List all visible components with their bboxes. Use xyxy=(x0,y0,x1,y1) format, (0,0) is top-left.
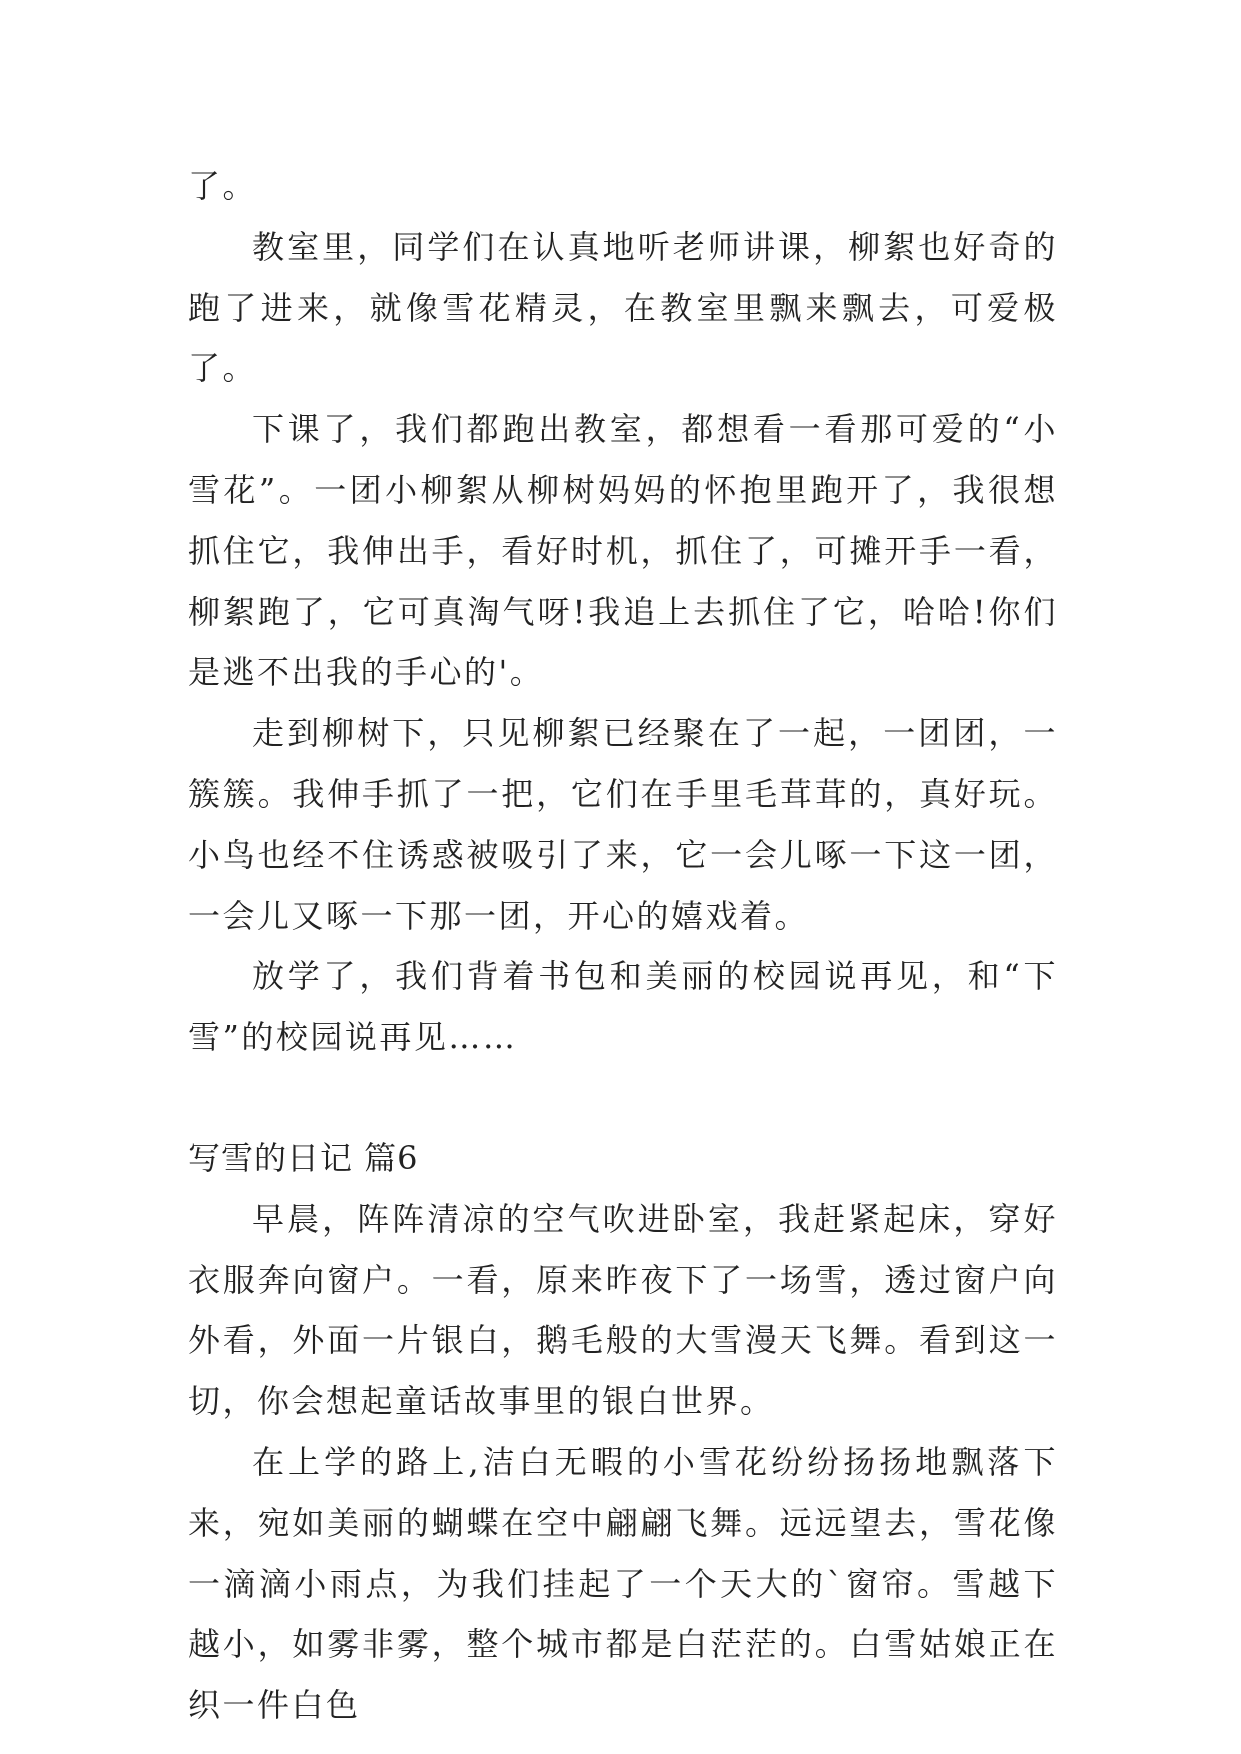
paragraph-classroom: 教室里，同学们在认真地听老师讲课，柳絮也好奇的跑了进来，就像雪花精灵，在教室里飘来飘去，可爱极了。 xyxy=(188,227,1058,388)
section-title: 写雪的日记 篇6 xyxy=(188,1138,419,1177)
paragraph-morning: 早晨，阵阵清凉的空气吹进卧室，我赶紧起床，穿好衣服奔向窗户。一看，原来昨夜下了一场雪，透过窗户向外看，外面一片银白，鹅毛般的大雪漫天飞舞。看到这一切，你会想起童话故事里的银白世界。 xyxy=(188,1199,1058,1421)
paragraph-willow-tree: 走到柳树下，只见柳絮已经聚在了一起，一团团，一簇簇。我伸手抓了一把，它们在手里毛茸茸的，真好玩。小鸟也经不住诱惑被吸引了来，它一会儿啄一下这一团，一会儿又啄一下那一团，开心的嬉戏着。 xyxy=(188,714,1058,935)
paragraph-way-to-school: 在上学的路上,洁白无暇的小雪花纷纷扬扬地飘落下来，宛如美丽的蝴蝶在空中翩翩飞舞。远远望去，雪花像一滴滴小雨点，为我们挂起了一个天大的`窗帘。雪越下越小，如雾非雾，整个城市都是白茫茫的。白雪姑娘正在织一件白色 xyxy=(188,1442,1058,1725)
continued-paragraph: 了。 xyxy=(188,167,258,205)
section-spacer xyxy=(188,1068,1058,1128)
document-body xyxy=(188,156,1058,1736)
paragraph-after-class: 下课了，我们都跑出教室，都想看一看那可爱的“小雪花”。一团小柳絮从柳树妈妈的怀抱里跑开了，我很想抓住它，我伸出手，看好时机，抓住了，可摊开手一看，柳絮跑了，它可真淘气呀!我追上去抓住了它，哈哈!你们是逃不出我的手心的'。 xyxy=(188,410,1058,692)
paragraph-school-over: 放学了，我们背着书包和美丽的校园说再见，和“下雪”的校园说再见…… xyxy=(188,957,1058,1057)
